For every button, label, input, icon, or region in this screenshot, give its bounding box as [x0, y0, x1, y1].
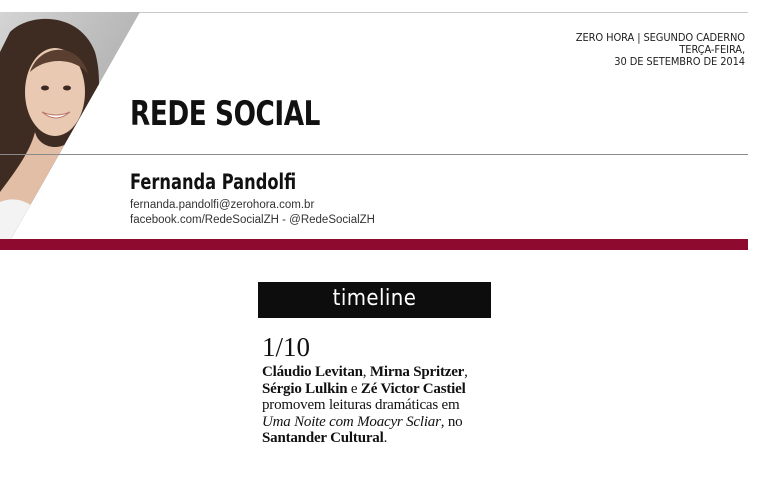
person-name: Mirna Spritzer [369, 364, 465, 380]
publication-weekday: TERÇA-FEIRA, [679, 43, 745, 56]
accent-band [0, 239, 748, 250]
separator: , [362, 364, 370, 380]
section-label: timeline [332, 285, 417, 311]
person-name: Zé Victor Castiel [360, 380, 466, 397]
section-header-timeline [258, 282, 491, 318]
event-title: Uma Noite com Moacyr Scliar [262, 413, 441, 430]
entry-description: promovem leituras dramáticas em [262, 397, 460, 413]
timeline-entry [262, 332, 522, 447]
person-name: Sérgio Lulkin [262, 380, 348, 397]
header-divider [0, 154, 748, 155]
author-email: fernanda.pandolfi@zerohora.com.br [130, 199, 315, 211]
entry-end: . [383, 430, 388, 446]
separator: , [464, 364, 468, 380]
entry-connector: , no [440, 413, 463, 430]
column-title: REDE SOCIAL [130, 94, 320, 134]
publication-name: ZERO HORA | SEGUNDO CADERNO [575, 31, 745, 44]
author-photo [0, 12, 140, 244]
entry-text [262, 364, 522, 447]
venue-name: Santander Cultural [262, 430, 384, 446]
separator: e [347, 380, 361, 397]
publication-date: 30 DE SETEMBRO DE 2014 [614, 55, 745, 68]
author-name: Fernanda Pandolfi [130, 170, 297, 194]
masthead [576, 32, 745, 68]
entry-date: 1/10 [262, 332, 311, 362]
person-name: Cláudio Levitan [262, 364, 363, 380]
author-social-links: facebook.com/RedeSocialZH - @RedeSocialZH [130, 214, 375, 226]
